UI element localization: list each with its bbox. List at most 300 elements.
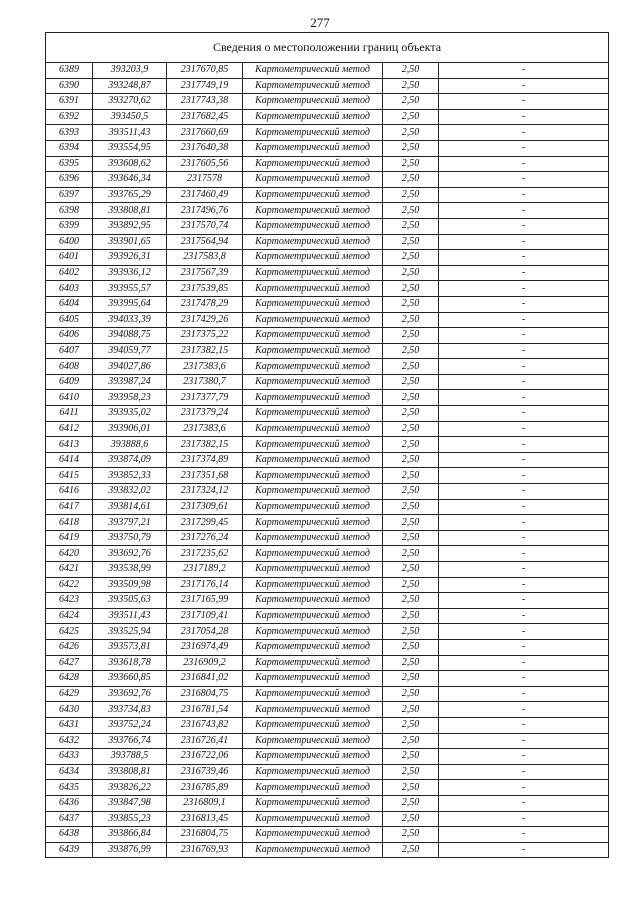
x-coordinate-cell: 393646,34 (93, 172, 167, 188)
description-cell: - (439, 717, 609, 733)
accuracy-cell: 2,50 (383, 250, 439, 266)
table-row (46, 218, 609, 234)
description-cell: - (439, 359, 609, 375)
description-cell: - (439, 421, 609, 437)
y-coordinate-cell: 2316743,82 (167, 717, 243, 733)
method-cell: Картометрический метод (243, 530, 383, 546)
description-cell: - (439, 749, 609, 765)
method-cell: Картометрический метод (243, 63, 383, 79)
table-row (46, 717, 609, 733)
x-coordinate-cell: 393888,6 (93, 437, 167, 453)
method-cell: Картометрический метод (243, 562, 383, 578)
point-number-cell: 6437 (46, 811, 93, 827)
y-coordinate-cell: 2317429,26 (167, 312, 243, 328)
accuracy-cell: 2,50 (383, 374, 439, 390)
point-number-cell: 6408 (46, 359, 93, 375)
accuracy-cell: 2,50 (383, 562, 439, 578)
method-cell: Картометрический метод (243, 125, 383, 141)
point-number-cell: 6419 (46, 530, 93, 546)
table-row (46, 733, 609, 749)
method-cell: Картометрический метод (243, 374, 383, 390)
x-coordinate-cell: 393734,83 (93, 702, 167, 718)
table-row (46, 671, 609, 687)
accuracy-cell: 2,50 (383, 749, 439, 765)
description-cell: - (439, 624, 609, 640)
description-cell: - (439, 780, 609, 796)
point-number-cell: 6394 (46, 140, 93, 156)
x-coordinate-cell: 393765,29 (93, 187, 167, 203)
table-row (46, 140, 609, 156)
method-cell: Картометрический метод (243, 811, 383, 827)
point-number-cell: 6391 (46, 94, 93, 110)
table-row (46, 406, 609, 422)
accuracy-cell: 2,50 (383, 717, 439, 733)
y-coordinate-cell: 2317564,94 (167, 234, 243, 250)
accuracy-cell: 2,50 (383, 296, 439, 312)
table-row (46, 577, 609, 593)
y-coordinate-cell: 2317583,8 (167, 250, 243, 266)
x-coordinate-cell: 393855,23 (93, 811, 167, 827)
method-cell: Картометрический метод (243, 827, 383, 843)
method-cell: Картометрический метод (243, 639, 383, 655)
accuracy-cell: 2,50 (383, 655, 439, 671)
accuracy-cell: 2,50 (383, 577, 439, 593)
method-cell: Картометрический метод (243, 109, 383, 125)
point-number-cell: 6397 (46, 187, 93, 203)
description-cell: - (439, 140, 609, 156)
table-row (46, 562, 609, 578)
point-number-cell: 6395 (46, 156, 93, 172)
table-row (46, 172, 609, 188)
description-cell: - (439, 390, 609, 406)
accuracy-cell: 2,50 (383, 406, 439, 422)
y-coordinate-cell: 2317379,24 (167, 406, 243, 422)
method-cell: Картометрический метод (243, 172, 383, 188)
description-cell: - (439, 172, 609, 188)
method-cell: Картометрический метод (243, 187, 383, 203)
x-coordinate-cell: 393450,5 (93, 109, 167, 125)
table-row (46, 328, 609, 344)
method-cell: Картометрический метод (243, 203, 383, 219)
point-number-cell: 6390 (46, 78, 93, 94)
table-row (46, 296, 609, 312)
table-row (46, 437, 609, 453)
x-coordinate-cell: 393874,09 (93, 452, 167, 468)
point-number-cell: 6413 (46, 437, 93, 453)
table-row (46, 811, 609, 827)
description-cell: - (439, 733, 609, 749)
description-cell: - (439, 234, 609, 250)
x-coordinate-cell: 393852,33 (93, 468, 167, 484)
point-number-cell: 6396 (46, 172, 93, 188)
x-coordinate-cell: 393906,01 (93, 421, 167, 437)
x-coordinate-cell: 393750,79 (93, 530, 167, 546)
description-cell: - (439, 63, 609, 79)
point-number-cell: 6414 (46, 452, 93, 468)
x-coordinate-cell: 393525,94 (93, 624, 167, 640)
description-cell: - (439, 795, 609, 811)
accuracy-cell: 2,50 (383, 390, 439, 406)
y-coordinate-cell: 2316769,93 (167, 842, 243, 858)
x-coordinate-cell: 393692,76 (93, 546, 167, 562)
accuracy-cell: 2,50 (383, 515, 439, 531)
description-cell: - (439, 78, 609, 94)
x-coordinate-cell: 393866,84 (93, 827, 167, 843)
y-coordinate-cell: 2317324,12 (167, 484, 243, 500)
x-coordinate-cell: 393511,43 (93, 608, 167, 624)
x-coordinate-cell: 393660,85 (93, 671, 167, 687)
accuracy-cell: 2,50 (383, 671, 439, 687)
point-number-cell: 6433 (46, 749, 93, 765)
y-coordinate-cell: 2317749,19 (167, 78, 243, 94)
x-coordinate-cell: 393573,81 (93, 639, 167, 655)
table-row (46, 764, 609, 780)
table-row (46, 530, 609, 546)
method-cell: Картометрический метод (243, 593, 383, 609)
table-row (46, 250, 609, 266)
point-number-cell: 6431 (46, 717, 93, 733)
y-coordinate-cell: 2317539,85 (167, 281, 243, 297)
table-row (46, 546, 609, 562)
point-number-cell: 6420 (46, 546, 93, 562)
x-coordinate-cell: 393203,9 (93, 63, 167, 79)
y-coordinate-cell: 2316809,1 (167, 795, 243, 811)
table-row (46, 78, 609, 94)
method-cell: Картометрический метод (243, 250, 383, 266)
y-coordinate-cell: 2317605,56 (167, 156, 243, 172)
y-coordinate-cell: 2317380,7 (167, 374, 243, 390)
point-number-cell: 6430 (46, 702, 93, 718)
point-number-cell: 6410 (46, 390, 93, 406)
y-coordinate-cell: 2317309,61 (167, 499, 243, 515)
table-row (46, 593, 609, 609)
accuracy-cell: 2,50 (383, 624, 439, 640)
x-coordinate-cell: 393788,5 (93, 749, 167, 765)
accuracy-cell: 2,50 (383, 218, 439, 234)
description-cell: - (439, 265, 609, 281)
y-coordinate-cell: 2317054,28 (167, 624, 243, 640)
x-coordinate-cell: 393958,23 (93, 390, 167, 406)
table-body (46, 63, 609, 858)
y-coordinate-cell: 2316841,02 (167, 671, 243, 687)
x-coordinate-cell: 393876,99 (93, 842, 167, 858)
point-number-cell: 6403 (46, 281, 93, 297)
description-cell: - (439, 827, 609, 843)
method-cell: Картометрический метод (243, 546, 383, 562)
y-coordinate-cell: 2317276,24 (167, 530, 243, 546)
accuracy-cell: 2,50 (383, 593, 439, 609)
description-cell: - (439, 842, 609, 858)
method-cell: Картометрический метод (243, 468, 383, 484)
table-row (46, 468, 609, 484)
y-coordinate-cell: 2317109,41 (167, 608, 243, 624)
table-row (46, 484, 609, 500)
x-coordinate-cell: 393808,81 (93, 203, 167, 219)
method-cell: Картометрический метод (243, 265, 383, 281)
description-cell: - (439, 328, 609, 344)
description-cell: - (439, 218, 609, 234)
accuracy-cell: 2,50 (383, 546, 439, 562)
description-cell: - (439, 452, 609, 468)
y-coordinate-cell: 2317478,29 (167, 296, 243, 312)
y-coordinate-cell: 2317299,45 (167, 515, 243, 531)
description-cell: - (439, 156, 609, 172)
accuracy-cell: 2,50 (383, 530, 439, 546)
table-row (46, 842, 609, 858)
method-cell: Картометрический метод (243, 624, 383, 640)
method-cell: Картометрический метод (243, 140, 383, 156)
y-coordinate-cell: 2316726,41 (167, 733, 243, 749)
accuracy-cell: 2,50 (383, 811, 439, 827)
y-coordinate-cell: 2316785,89 (167, 780, 243, 796)
description-cell: - (439, 250, 609, 266)
page-number: 277 (310, 15, 330, 30)
accuracy-cell: 2,50 (383, 468, 439, 484)
point-number-cell: 6432 (46, 733, 93, 749)
x-coordinate-cell: 393808,81 (93, 764, 167, 780)
point-number-cell: 6436 (46, 795, 93, 811)
x-coordinate-cell: 394088,75 (93, 328, 167, 344)
accuracy-cell: 2,50 (383, 109, 439, 125)
table-row (46, 374, 609, 390)
y-coordinate-cell: 2317375,22 (167, 328, 243, 344)
y-coordinate-cell: 2317377,79 (167, 390, 243, 406)
accuracy-cell: 2,50 (383, 172, 439, 188)
point-number-cell: 6421 (46, 562, 93, 578)
accuracy-cell: 2,50 (383, 63, 439, 79)
accuracy-cell: 2,50 (383, 639, 439, 655)
x-coordinate-cell: 393955,57 (93, 281, 167, 297)
x-coordinate-cell: 394033,39 (93, 312, 167, 328)
x-coordinate-cell: 393995,64 (93, 296, 167, 312)
method-cell: Картометрический метод (243, 499, 383, 515)
description-cell: - (439, 702, 609, 718)
method-cell: Картометрический метод (243, 608, 383, 624)
x-coordinate-cell: 393892,95 (93, 218, 167, 234)
table-row (46, 359, 609, 375)
accuracy-cell: 2,50 (383, 780, 439, 796)
point-number-cell: 6409 (46, 374, 93, 390)
method-cell: Картометрический метод (243, 702, 383, 718)
y-coordinate-cell: 2316909,2 (167, 655, 243, 671)
y-coordinate-cell: 2317640,38 (167, 140, 243, 156)
x-coordinate-cell: 393692,76 (93, 686, 167, 702)
y-coordinate-cell: 2316813,45 (167, 811, 243, 827)
description-cell: - (439, 764, 609, 780)
method-cell: Картометрический метод (243, 655, 383, 671)
y-coordinate-cell: 2316781,54 (167, 702, 243, 718)
method-cell: Картометрический метод (243, 686, 383, 702)
method-cell: Картометрический метод (243, 780, 383, 796)
x-coordinate-cell: 393538,99 (93, 562, 167, 578)
table-row (46, 109, 609, 125)
description-cell: - (439, 608, 609, 624)
x-coordinate-cell: 393987,24 (93, 374, 167, 390)
description-cell: - (439, 499, 609, 515)
method-cell: Картометрический метод (243, 733, 383, 749)
table-row (46, 343, 609, 359)
table-row (46, 281, 609, 297)
x-coordinate-cell: 393752,24 (93, 717, 167, 733)
accuracy-cell: 2,50 (383, 203, 439, 219)
x-coordinate-cell: 393814,61 (93, 499, 167, 515)
point-number-cell: 6412 (46, 421, 93, 437)
table-row (46, 515, 609, 531)
description-cell: - (439, 94, 609, 110)
method-cell: Картометрический метод (243, 671, 383, 687)
table-title: Сведения о местоположении границ объекта (46, 33, 609, 63)
accuracy-cell: 2,50 (383, 842, 439, 858)
table-row (46, 94, 609, 110)
x-coordinate-cell: 393926,31 (93, 250, 167, 266)
description-cell: - (439, 437, 609, 453)
description-cell: - (439, 515, 609, 531)
point-number-cell: 6439 (46, 842, 93, 858)
point-number-cell: 6435 (46, 780, 93, 796)
table-row (46, 608, 609, 624)
accuracy-cell: 2,50 (383, 125, 439, 141)
method-cell: Картометрический метод (243, 515, 383, 531)
description-cell: - (439, 406, 609, 422)
description-cell: - (439, 577, 609, 593)
method-cell: Картометрический метод (243, 452, 383, 468)
method-cell: Картометрический метод (243, 359, 383, 375)
accuracy-cell: 2,50 (383, 281, 439, 297)
point-number-cell: 6434 (46, 764, 93, 780)
accuracy-cell: 2,50 (383, 359, 439, 375)
point-number-cell: 6389 (46, 63, 93, 79)
point-number-cell: 6401 (46, 250, 93, 266)
method-cell: Картометрический метод (243, 749, 383, 765)
y-coordinate-cell: 2317176,14 (167, 577, 243, 593)
y-coordinate-cell: 2317567,39 (167, 265, 243, 281)
point-number-cell: 6417 (46, 499, 93, 515)
point-number-cell: 6427 (46, 655, 93, 671)
table-row (46, 421, 609, 437)
y-coordinate-cell: 2317235,62 (167, 546, 243, 562)
table-row (46, 187, 609, 203)
description-cell: - (439, 203, 609, 219)
accuracy-cell: 2,50 (383, 140, 439, 156)
description-cell: - (439, 546, 609, 562)
description-cell: - (439, 312, 609, 328)
x-coordinate-cell: 394059,77 (93, 343, 167, 359)
y-coordinate-cell: 2316804,75 (167, 686, 243, 702)
description-cell: - (439, 468, 609, 484)
y-coordinate-cell: 2317670,85 (167, 63, 243, 79)
table-row (46, 780, 609, 796)
point-number-cell: 6418 (46, 515, 93, 531)
method-cell: Картометрический метод (243, 764, 383, 780)
description-cell: - (439, 109, 609, 125)
accuracy-cell: 2,50 (383, 265, 439, 281)
accuracy-cell: 2,50 (383, 94, 439, 110)
method-cell: Картометрический метод (243, 94, 383, 110)
y-coordinate-cell: 2317374,89 (167, 452, 243, 468)
table-row (46, 702, 609, 718)
description-cell: - (439, 125, 609, 141)
point-number-cell: 6429 (46, 686, 93, 702)
x-coordinate-cell: 393248,87 (93, 78, 167, 94)
point-number-cell: 6405 (46, 312, 93, 328)
point-number-cell: 6415 (46, 468, 93, 484)
accuracy-cell: 2,50 (383, 234, 439, 250)
method-cell: Картометрический метод (243, 484, 383, 500)
method-cell: Картометрический метод (243, 842, 383, 858)
method-cell: Картометрический метод (243, 296, 383, 312)
accuracy-cell: 2,50 (383, 608, 439, 624)
table-row (46, 125, 609, 141)
x-coordinate-cell: 393505,63 (93, 593, 167, 609)
y-coordinate-cell: 2317743,38 (167, 94, 243, 110)
point-number-cell: 6438 (46, 827, 93, 843)
x-coordinate-cell: 393901,65 (93, 234, 167, 250)
x-coordinate-cell: 393766,74 (93, 733, 167, 749)
method-cell: Картометрический метод (243, 577, 383, 593)
point-number-cell: 6399 (46, 218, 93, 234)
accuracy-cell: 2,50 (383, 827, 439, 843)
table-row (46, 63, 609, 79)
accuracy-cell: 2,50 (383, 452, 439, 468)
x-coordinate-cell: 393797,21 (93, 515, 167, 531)
table-row (46, 312, 609, 328)
x-coordinate-cell: 393511,43 (93, 125, 167, 141)
y-coordinate-cell: 2317383,6 (167, 359, 243, 375)
method-cell: Картометрический метод (243, 281, 383, 297)
accuracy-cell: 2,50 (383, 764, 439, 780)
description-cell: - (439, 811, 609, 827)
point-number-cell: 6407 (46, 343, 93, 359)
point-number-cell: 6425 (46, 624, 93, 640)
description-cell: - (439, 593, 609, 609)
point-number-cell: 6400 (46, 234, 93, 250)
description-cell: - (439, 655, 609, 671)
table-row (46, 203, 609, 219)
y-coordinate-cell: 2316974,49 (167, 639, 243, 655)
point-number-cell: 6406 (46, 328, 93, 344)
accuracy-cell: 2,50 (383, 702, 439, 718)
table-row (46, 499, 609, 515)
table-row (46, 795, 609, 811)
method-cell: Картометрический метод (243, 312, 383, 328)
point-number-cell: 6416 (46, 484, 93, 500)
point-number-cell: 6423 (46, 593, 93, 609)
description-cell: - (439, 671, 609, 687)
y-coordinate-cell: 2317682,45 (167, 109, 243, 125)
method-cell: Картометрический метод (243, 406, 383, 422)
method-cell: Картометрический метод (243, 717, 383, 733)
table-row (46, 639, 609, 655)
point-number-cell: 6393 (46, 125, 93, 141)
x-coordinate-cell: 393554,95 (93, 140, 167, 156)
table-row (46, 390, 609, 406)
description-cell: - (439, 562, 609, 578)
x-coordinate-cell: 393847,98 (93, 795, 167, 811)
accuracy-cell: 2,50 (383, 156, 439, 172)
x-coordinate-cell: 393936,12 (93, 265, 167, 281)
table-row (46, 655, 609, 671)
point-number-cell: 6422 (46, 577, 93, 593)
description-cell: - (439, 281, 609, 297)
table-row (46, 624, 609, 640)
accuracy-cell: 2,50 (383, 484, 439, 500)
y-coordinate-cell: 2316722,06 (167, 749, 243, 765)
x-coordinate-cell: 393608,62 (93, 156, 167, 172)
table-title-row (46, 33, 609, 63)
y-coordinate-cell: 2317351,68 (167, 468, 243, 484)
x-coordinate-cell: 394027,86 (93, 359, 167, 375)
method-cell: Картометрический метод (243, 390, 383, 406)
